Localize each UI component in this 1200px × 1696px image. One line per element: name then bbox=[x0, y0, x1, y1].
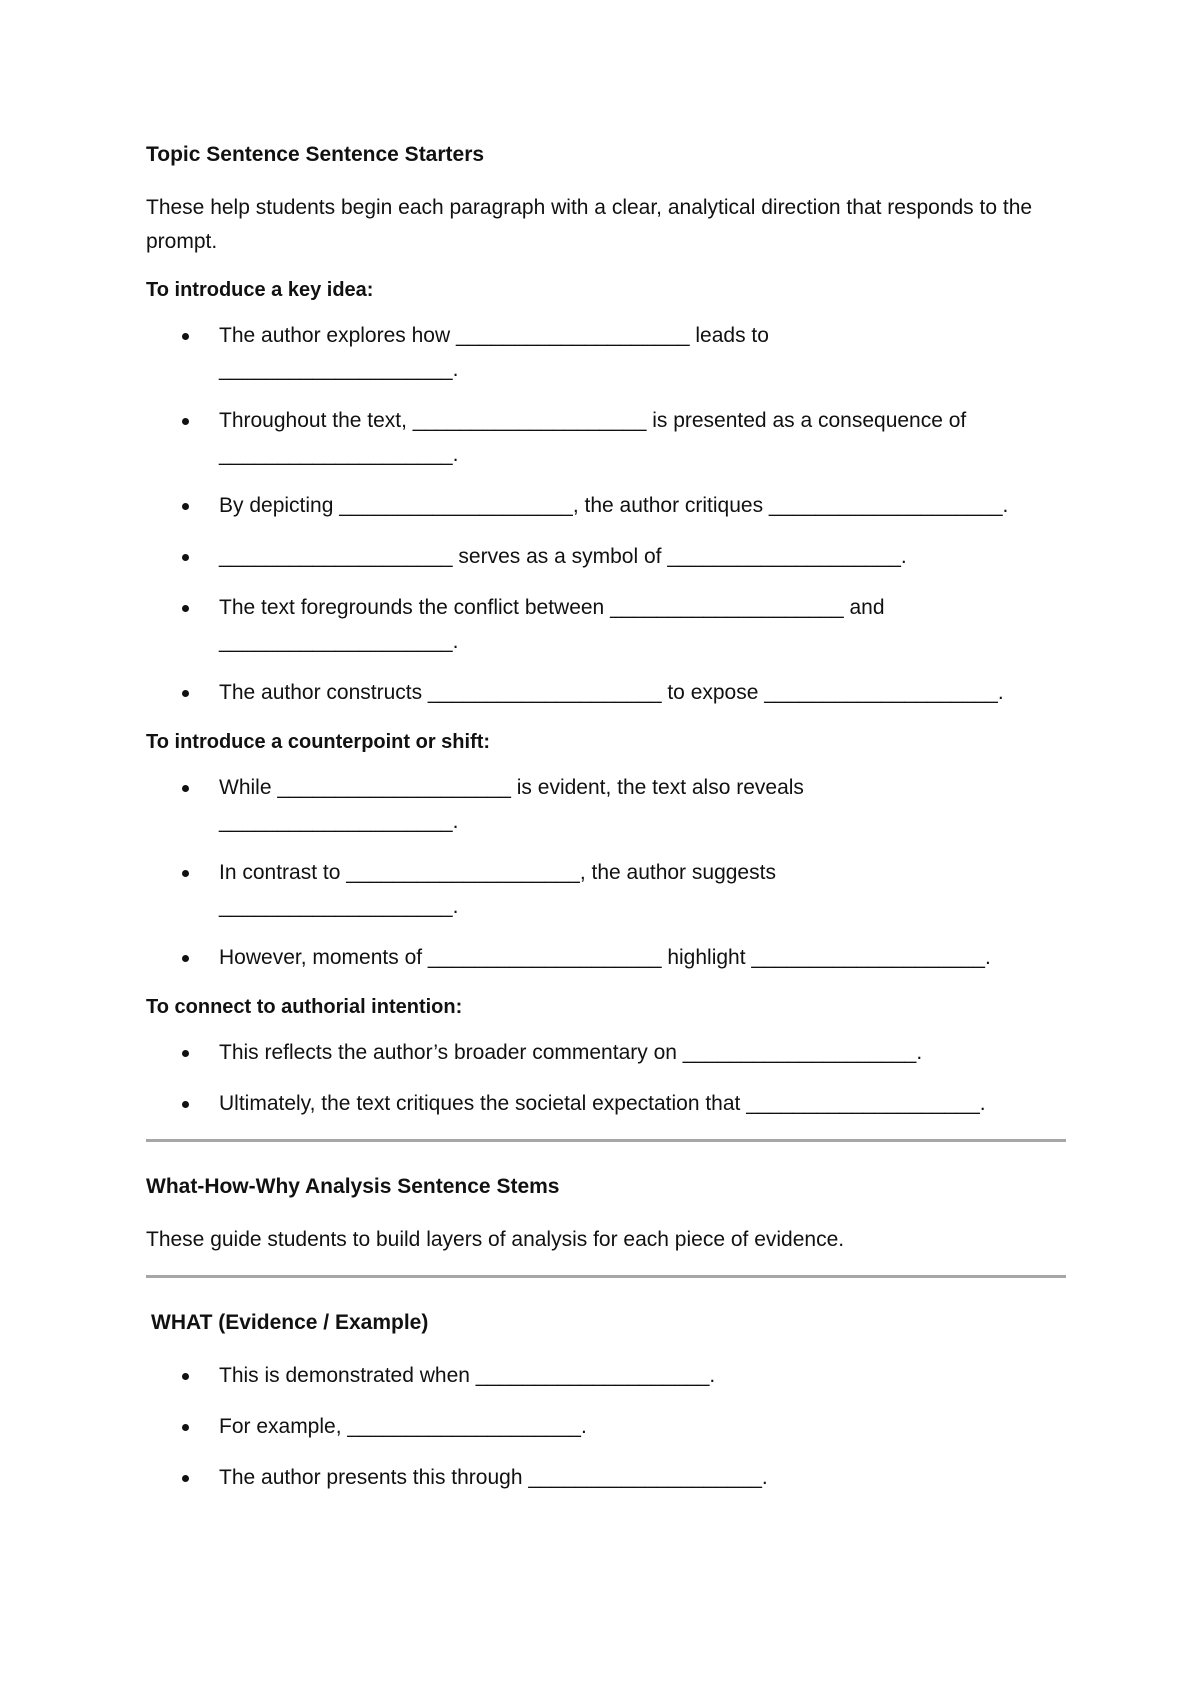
list-item-text: For example, ____________________. bbox=[219, 1415, 587, 1438]
what-section-title: WHAT (Evidence / Example) bbox=[151, 1311, 429, 1334]
authorial-intention-list bbox=[146, 1036, 1066, 1121]
list-item bbox=[146, 404, 1009, 472]
counterpoint-list bbox=[146, 771, 1066, 975]
list-item-text: This is demonstrated when ____________________. bbox=[219, 1364, 716, 1387]
bullet-icon bbox=[182, 503, 189, 510]
group-heading-counterpoint: To introduce a counterpoint or shift: bbox=[146, 731, 491, 753]
list-item-text: By depicting ____________________, the author critiques ____________________. bbox=[219, 494, 1009, 517]
list-item bbox=[146, 489, 1009, 523]
list-item-text: In contrast to ____________________, the author suggests ____________________. bbox=[219, 861, 776, 918]
bullet-icon bbox=[182, 690, 189, 697]
topic-section-title: Topic Sentence Sentence Starters bbox=[146, 143, 485, 166]
list-item-text: Throughout the text, ____________________ is presented as a consequence of ____________________. bbox=[219, 409, 967, 466]
bullet-icon bbox=[182, 1475, 189, 1482]
list-item bbox=[146, 591, 1009, 659]
list-item bbox=[146, 941, 1009, 975]
list-item-text: The author presents this through ____________________. bbox=[219, 1466, 768, 1489]
section-divider bbox=[146, 1275, 1066, 1278]
bullet-icon bbox=[182, 605, 189, 612]
list-item bbox=[146, 856, 1009, 924]
list-item bbox=[146, 771, 1009, 839]
bullet-icon bbox=[182, 1050, 189, 1057]
list-item bbox=[146, 1410, 1009, 1444]
list-item-text: The text foregrounds the conflict between ____________________ and ____________________. bbox=[219, 596, 885, 653]
bullet-icon bbox=[182, 1373, 189, 1380]
list-item-text: This reflects the author’s broader commentary on ____________________. bbox=[219, 1041, 923, 1064]
section-divider bbox=[146, 1139, 1066, 1142]
list-item bbox=[146, 1036, 1009, 1070]
list-item bbox=[146, 676, 1009, 710]
list-item bbox=[146, 1359, 1009, 1393]
bullet-icon bbox=[182, 333, 189, 340]
list-item bbox=[146, 319, 1009, 387]
bullet-icon bbox=[182, 1424, 189, 1431]
list-item-text: ____________________ serves as a symbol of ____________________. bbox=[219, 545, 907, 568]
list-item bbox=[146, 540, 1009, 574]
worksheet-page bbox=[146, 140, 1066, 1512]
list-item-text: While ____________________ is evident, the text also reveals ____________________. bbox=[219, 776, 804, 833]
what-list bbox=[146, 1359, 1066, 1495]
bullet-icon bbox=[182, 955, 189, 962]
bullet-icon bbox=[182, 418, 189, 425]
group-heading-key-idea: To introduce a key idea: bbox=[146, 279, 374, 301]
whw-section-title: What-How-Why Analysis Sentence Stems bbox=[146, 1175, 560, 1198]
list-item-text: Ultimately, the text critiques the societal expectation that ____________________. bbox=[219, 1092, 986, 1115]
bullet-icon bbox=[182, 870, 189, 877]
key-idea-list bbox=[146, 319, 1066, 710]
whw-intro: These guide students to build layers of analysis for each piece of evidence. bbox=[146, 1228, 845, 1251]
list-item bbox=[146, 1087, 1009, 1121]
bullet-icon bbox=[182, 554, 189, 561]
bullet-icon bbox=[182, 1101, 189, 1108]
list-item-text: However, moments of ____________________ highlight ____________________. bbox=[219, 946, 991, 969]
topic-intro: These help students begin each paragraph with a clear, analytical direction that responds to the prompt. bbox=[146, 196, 1033, 253]
group-heading-authorial-intention: To connect to authorial intention: bbox=[146, 996, 463, 1018]
list-item-text: The author explores how ____________________ leads to ____________________. bbox=[219, 324, 769, 381]
list-item bbox=[146, 1461, 1009, 1495]
bullet-icon bbox=[182, 785, 189, 792]
list-item-text: The author constructs ____________________ to expose ____________________. bbox=[219, 681, 1004, 704]
